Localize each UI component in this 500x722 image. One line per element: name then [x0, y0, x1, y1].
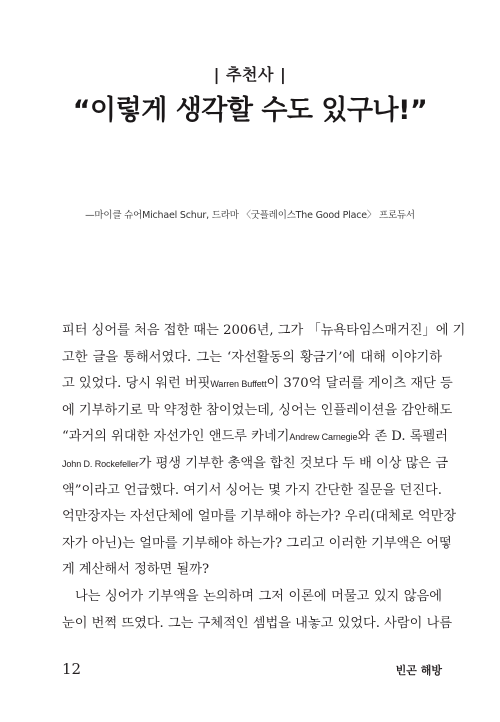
- text-line: [62, 451, 449, 478]
- body-text: [62, 318, 466, 637]
- latin-name: Warren Buffett: [210, 379, 267, 390]
- text-line: [62, 424, 448, 451]
- latin-name: Andrew Carnegie: [289, 432, 358, 443]
- text-line: 고한 글을 통해서였다. 그는 ‘자선활동의 황금기’에 대해 이야기하: [62, 349, 442, 365]
- text-segment: 가 평생 기부한 총액을 합친 것보다 두 배 이상 많은 금: [138, 455, 449, 471]
- section-label: | 추천사 |: [213, 65, 287, 84]
- text-line: [62, 371, 453, 398]
- running-footer: 빈곤 해방: [395, 664, 442, 677]
- text-segment: 고 있었다. 당시 워런 버핏: [62, 376, 211, 392]
- page-number: 12: [62, 660, 82, 678]
- paragraph-2: [62, 584, 453, 637]
- text-line: 눈이 번쩍 뜨였다. 그는 구체적인 셈법을 내놓고 있었다. 사람이 나름: [62, 615, 453, 631]
- text-line: 게 계산해서 정하면 될까?: [62, 562, 210, 578]
- text-segment: 와 존 D. 록펠러: [357, 429, 448, 445]
- text-line: 에 기부하기로 막 약정한 참이었는데, 싱어는 인플레이션을 감안해도: [62, 402, 453, 418]
- text-line: 액”이라고 언급했다. 여기서 싱어는 몇 가지 간단한 질문을 던진다.: [62, 482, 442, 498]
- text-segment: 이 370억 달러를 게이츠 재단 등: [266, 376, 453, 392]
- text-line: 억만장자는 자선단체에 얼마를 기부해야 하는가? 우리(대체로 억만장: [62, 509, 457, 525]
- latin-name: John D. Rockefeller: [62, 458, 139, 469]
- paragraph-1: [62, 318, 466, 584]
- text-line: 자가 아닌)는 얼마를 기부해야 하는가? 그리고 이러한 기부액은 어떻: [62, 535, 452, 551]
- page-title: “이렇게 생각할 수도 있구나!”: [72, 95, 428, 126]
- text-line: 피터 싱어를 처음 접한 때는 2006년, 그가 「뉴욕타임스매거진」에 기: [62, 323, 466, 338]
- text-segment: “과거의 위대한 자선가인 앤드루 카네기: [62, 429, 290, 445]
- byline: —마이클 슈어Michael Schur, 드라마 〈굿플레이스The Good Place〉 프로듀서: [85, 210, 415, 221]
- text-line: 나는 싱어가 기부액을 논의하며 그저 이론에 머물고 있지 않음에: [75, 588, 442, 604]
